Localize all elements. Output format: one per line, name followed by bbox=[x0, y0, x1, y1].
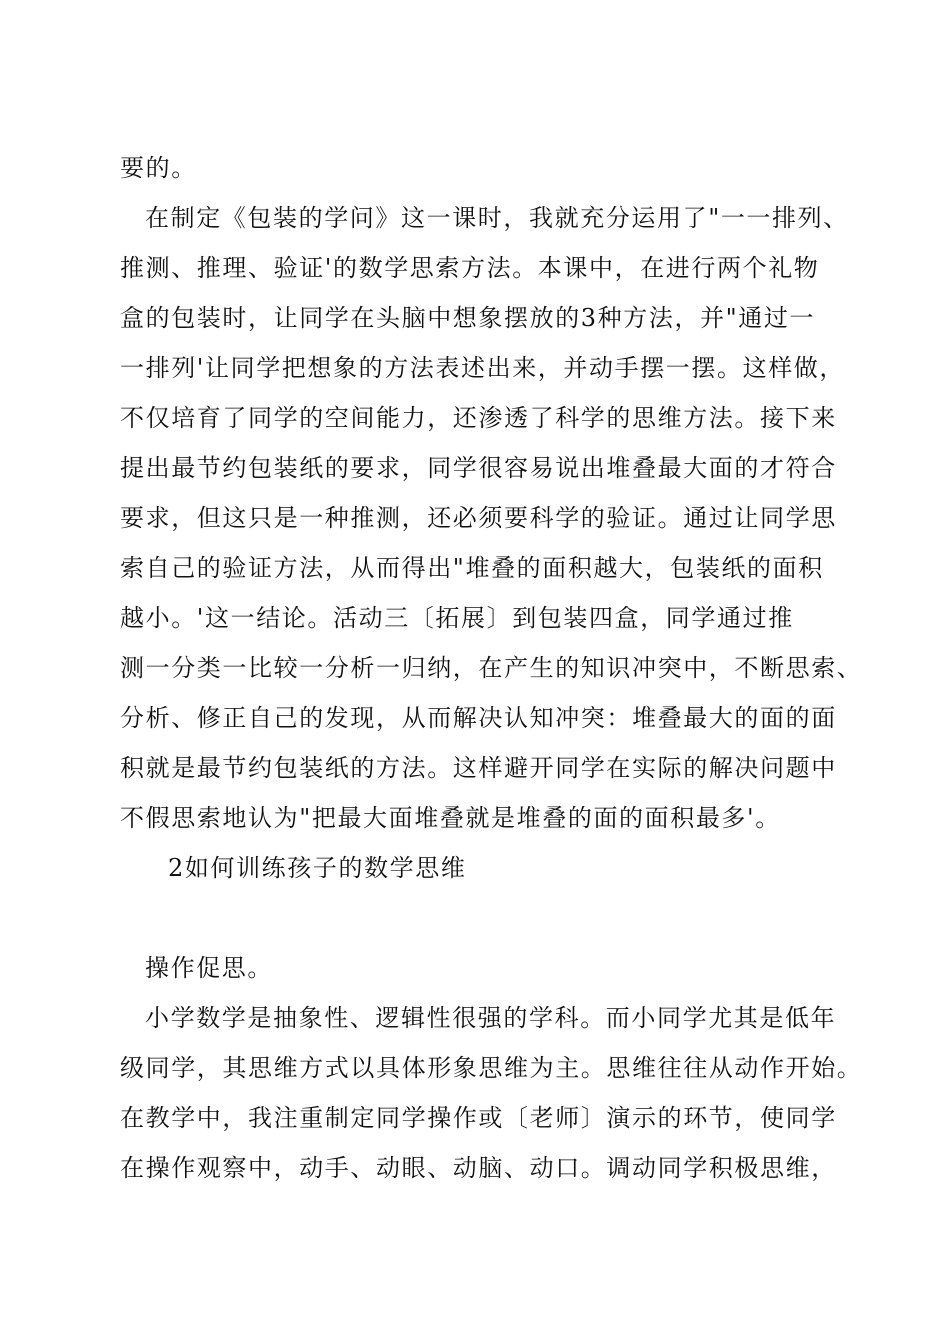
section-heading: 2如何训练孩子的数学思维 bbox=[168, 854, 467, 882]
text-line: 提出最节约包装纸的要求，同学很容易说出堆叠最大面的才符合 bbox=[120, 454, 837, 482]
text-line: 级同学，其思维方式以具体形象思维为主。思维往往从动作开始。 bbox=[120, 1054, 863, 1082]
paragraph-start-line: 在制定《包装的学问》这一课时，我就充分运用了"一一排列、 bbox=[145, 204, 849, 232]
text-line: 盒的包装时，让同学在头脑中想象摆放的3种方法，并"通过一 bbox=[120, 304, 816, 332]
text-line: 测一分类一比较一分析一归纳，在产生的知识冲突中，不断思索、 bbox=[120, 654, 863, 682]
paragraph-start-line: 小学数学是抽象性、逻辑性很强的学科。而小同学尤其是低年 bbox=[145, 1004, 837, 1032]
text-line: 索自己的验证方法，从而得出"堆叠的面积越大，包装纸的面积 bbox=[120, 554, 824, 582]
text-line: 不仅培育了同学的空间能力，还渗透了科学的思维方法。接下来 bbox=[120, 404, 837, 432]
text-line: 推测、推理、验证'的数学思索方法。本课中，在进行两个礼物 bbox=[120, 254, 820, 282]
text-line: 在操作观察中，动手、动眼、动脑、动口。调动同学积极思维， bbox=[120, 1154, 837, 1182]
paragraph-start-line: 操作促思。 bbox=[145, 954, 273, 982]
text-line: 在教学中，我注重制定同学操作或〔老师〕演示的环节，使同学 bbox=[120, 1104, 837, 1132]
text-line: 分析、修正自己的发现，从而解决认知冲突：堆叠最大的面的面 bbox=[120, 704, 837, 732]
text-line: 不假思索地认为"把最大面堆叠就是堆叠的面的面积最多'。 bbox=[120, 804, 781, 832]
text-line: 积就是最节约包装纸的方法。这样避开同学在实际的解决问题中 bbox=[120, 754, 837, 782]
text-line: 一排列'让同学把想象的方法表述出来，并动手摆一摆。这样做， bbox=[120, 354, 845, 382]
text-line: 要的。 bbox=[120, 154, 197, 182]
text-line: 越小。'这一结论。活动三〔拓展〕到包装四盒，同学通过推 bbox=[120, 604, 794, 632]
text-line: 要求，但这只是一种推测，还必须要科学的验证。通过让同学思 bbox=[120, 504, 837, 532]
